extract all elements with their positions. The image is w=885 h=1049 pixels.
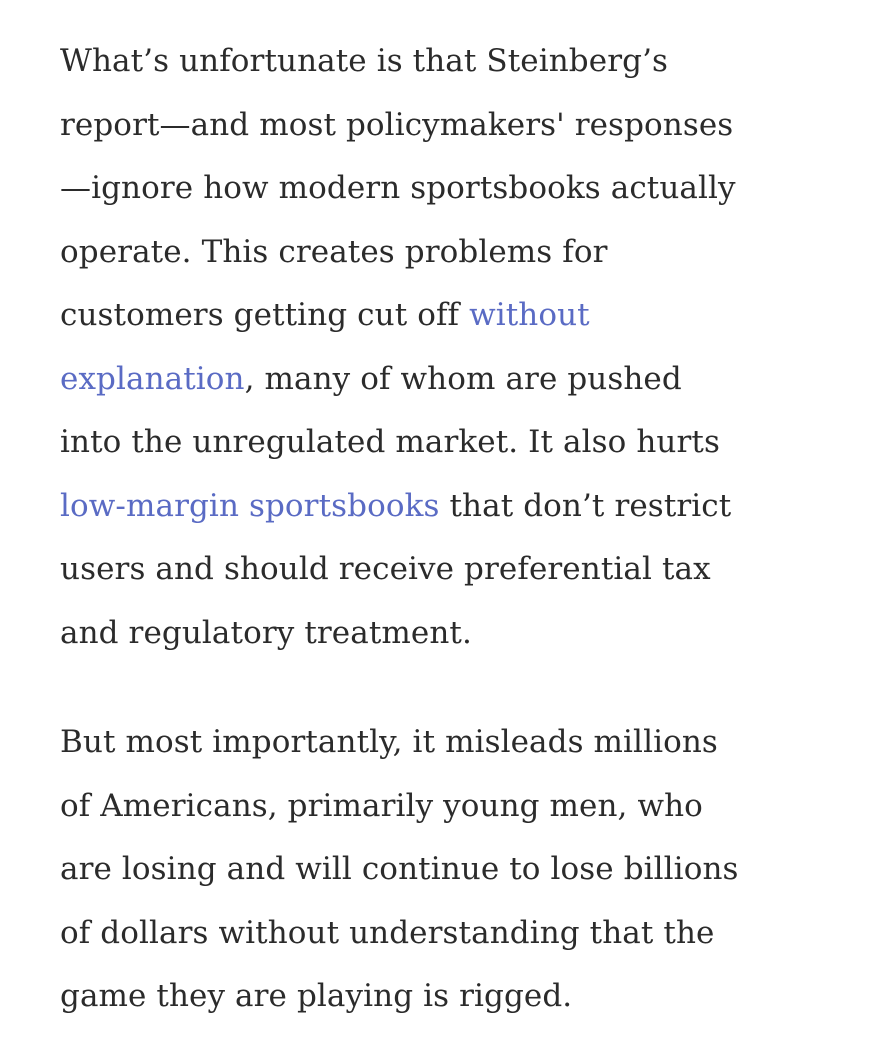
text-line: [60, 475, 830, 539]
text-line: into the unregulated market. It also hurts: [60, 424, 720, 460]
text-line: of Americans, primarily young men, who: [60, 787, 703, 824]
text-segment: , many of whom are pushed: [244, 360, 682, 397]
without-explanation-link[interactable]: without: [469, 297, 590, 333]
paragraph-2: [60, 711, 830, 1029]
text-line: [60, 348, 830, 412]
text-line: game they are playing is rigged.: [60, 978, 573, 1014]
text-line: users and should receive preferential tax: [60, 551, 711, 587]
without-explanation-link-continued[interactable]: explanation: [60, 360, 245, 397]
text-segment: that don’t restrict: [439, 487, 732, 524]
text-line: report—and most policymakers' responses: [60, 106, 734, 143]
text-line: But most importantly, it misleads millions: [60, 724, 718, 760]
text-line: of dollars without understanding that the: [60, 914, 715, 951]
text-line: What’s unfortunate is that Steinberg’s: [60, 43, 669, 79]
article-body: [60, 30, 830, 1029]
low-margin-sportsbooks-link[interactable]: low-margin sportsbooks: [60, 487, 440, 524]
text-line: —ignore how modern sportsbooks actually: [60, 170, 736, 206]
paragraph-1: [60, 30, 830, 665]
text-line: and regulatory treatment.: [60, 614, 472, 651]
text-segment: customers getting cut off: [60, 297, 470, 333]
text-line: [60, 284, 830, 348]
text-line: operate. This creates problems for: [60, 233, 608, 270]
text-line: are losing and will continue to lose billions: [60, 851, 739, 887]
